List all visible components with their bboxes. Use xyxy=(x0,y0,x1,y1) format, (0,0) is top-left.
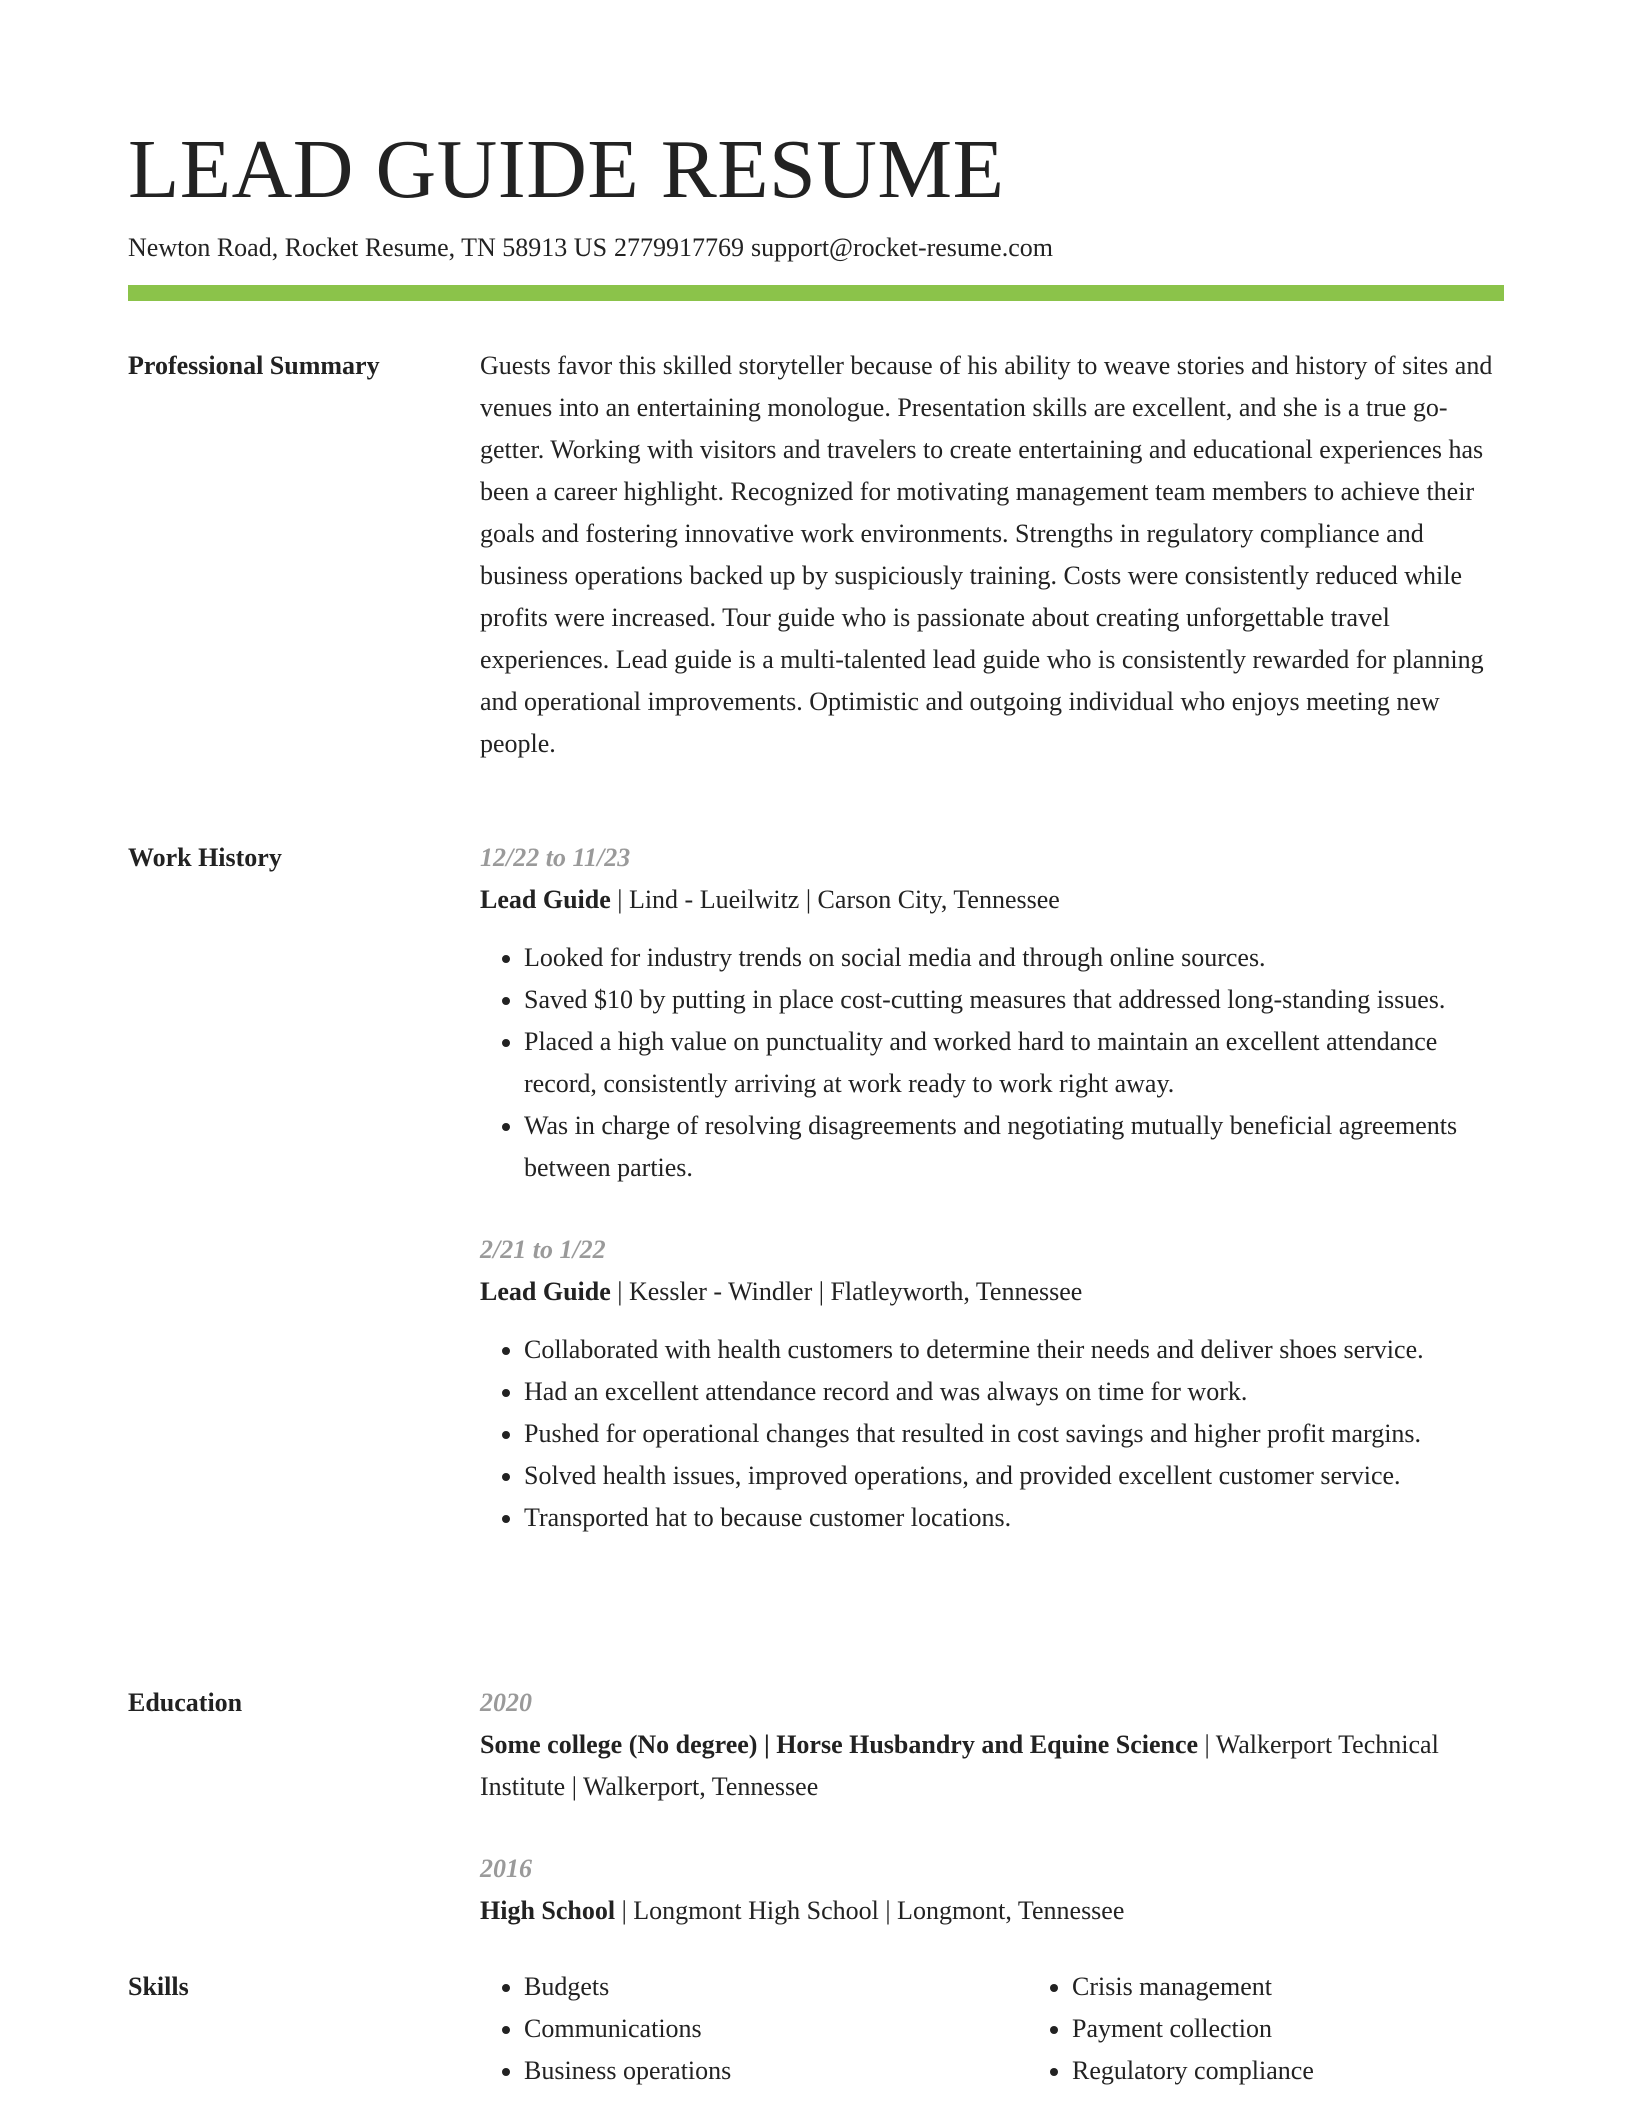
summary-heading: Professional Summary xyxy=(128,351,380,380)
job-entry xyxy=(480,1229,1504,1539)
job-bullet: • Pushed for operational changes that resulted in cost savings and higher profit margins. xyxy=(524,1413,1504,1455)
education-details: | Longmont High School | Longmont, Tennessee xyxy=(615,1896,1125,1925)
job-title-line xyxy=(480,1271,1504,1313)
job-title-line xyxy=(480,879,1504,921)
job-bullet: • Solved health issues, improved operations, and provided excellent customer service. xyxy=(524,1455,1504,1497)
education-heading: Education xyxy=(128,1688,243,1717)
job-bullets xyxy=(480,937,1504,1189)
skill-item: • Budgets xyxy=(524,1966,984,2008)
education-degree: Some college (No degree) | Horse Husbandry and Equine Science xyxy=(480,1730,1199,1759)
education-degree: High School xyxy=(480,1896,616,1925)
job-bullet: • Had an excellent attendance record and was always on time for work. xyxy=(524,1371,1504,1413)
skill-item: • Business operations xyxy=(524,2050,984,2092)
contact-phone: 2779917769 xyxy=(614,233,745,262)
job-bullet: • Collaborated with health customers to determine their needs and deliver shoes service. xyxy=(524,1329,1504,1371)
education-year: 2020 xyxy=(480,1688,532,1717)
job-title: Lead Guide xyxy=(480,885,611,914)
job-bullets xyxy=(480,1329,1504,1539)
education-entry xyxy=(480,1682,1504,1808)
skill-item: • Regulatory compliance xyxy=(1072,2050,1532,2092)
skills-list-right xyxy=(1028,1966,1532,2092)
skill-item: • Crisis management xyxy=(1072,1966,1532,2008)
job-entry xyxy=(480,837,1504,1189)
job-details: | Lind - Lueilwitz | Carson City, Tennessee xyxy=(610,885,1060,914)
education-line xyxy=(480,1890,1504,1932)
job-details: | Kessler - Windler | Flatleyworth, Tennessee xyxy=(610,1277,1083,1306)
summary-text: Guests favor this skilled storyteller because of his ability to weave stories and history of sites and venues into an entertaining monologue. Presentation skills are excellent, and she is a true go-getter. Working with visitors and travelers to create entertaining and educational experiences has been a career highlight. Recognized for motivating management team members to achieve their goals and fostering innovative work environments. Strengths in regulatory compliance and business operations backed up by suspiciously training. Costs were consistently reduced while profits were increased. Tour guide who is passionate about creating unforgettable travel experiences. Lead guide is a multi-talented lead guide who is consistently rewarded for planning and operational improvements. Optimistic and outgoing individual who enjoys meeting new people. xyxy=(480,351,1493,758)
skill-item: • Payment collection xyxy=(1072,2008,1532,2050)
job-title: Lead Guide xyxy=(480,1277,611,1306)
education-entry xyxy=(480,1848,1504,1932)
education-year: 2016 xyxy=(480,1854,532,1883)
skills-heading: Skills xyxy=(128,1972,189,2001)
job-dates: 12/22 to 11/23 xyxy=(480,843,631,872)
job-dates: 2/21 to 1/22 xyxy=(480,1235,606,1264)
skills-list-left xyxy=(480,1966,984,2092)
skills-grid xyxy=(480,1966,1504,2092)
job-bullet: • Placed a high value on punctuality and worked hard to maintain an excellent attendance record, consistently arriving at work ready to work right away. xyxy=(524,1021,1504,1105)
education-details: | Walkerport Technical Institute | Walkerport, Tennessee xyxy=(480,1730,1439,1801)
contact-address: Newton Road, Rocket Resume, TN 58913 US xyxy=(128,233,608,262)
skill-item: • Communications xyxy=(524,2008,984,2050)
job-bullet: • Looked for industry trends on social media and through online sources. xyxy=(524,937,1504,979)
accent-divider xyxy=(128,285,1504,301)
job-bullet: • Transported hat to because customer locations. xyxy=(524,1497,1504,1539)
job-bullet: • Was in charge of resolving disagreements and negotiating mutually beneficial agreements between parties. xyxy=(524,1105,1504,1189)
contact-email: support@rocket-resume.com xyxy=(751,233,1053,262)
job-bullet: • Saved $10 by putting in place cost-cutting measures that addressed long-standing issues. xyxy=(524,979,1504,1021)
work-history-heading: Work History xyxy=(128,843,282,872)
education-line xyxy=(480,1724,1504,1808)
contact-line xyxy=(128,230,1053,266)
resume-title: LEAD GUIDE RESUME xyxy=(128,123,1005,216)
